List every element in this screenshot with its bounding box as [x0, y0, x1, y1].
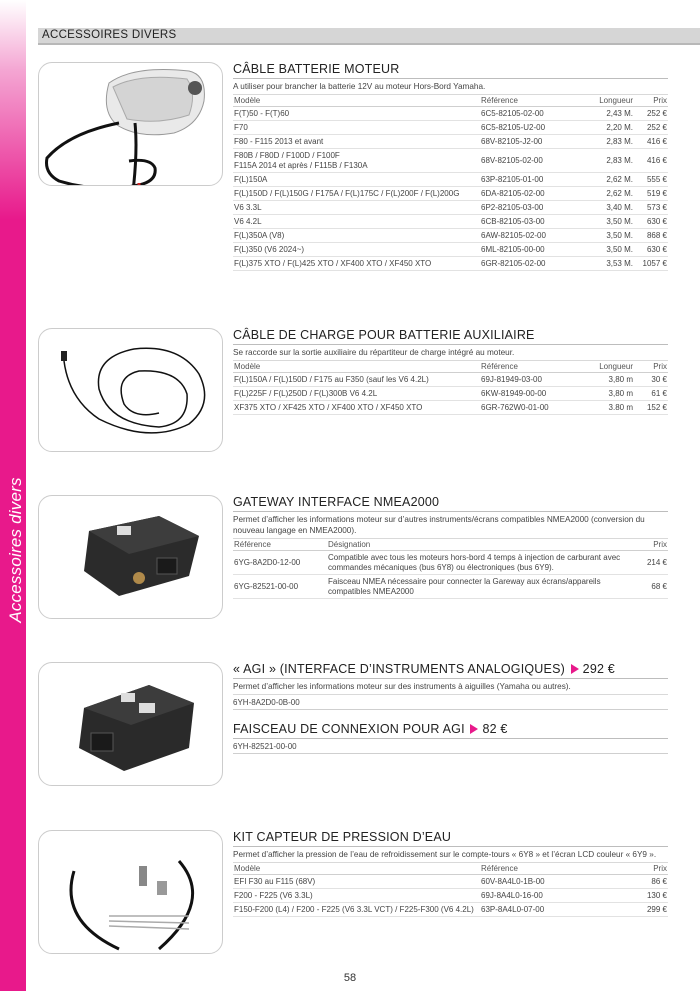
battery-cable-section [233, 62, 668, 271]
table-row [233, 135, 668, 149]
cell-price: 61 € [634, 387, 668, 401]
cell-ref: 6GR-762W0-01-00 [480, 401, 582, 415]
cell-price: 416 € [634, 135, 668, 149]
cell-model: F(T)50 - F(T)60 [233, 107, 480, 121]
cell-model: F(L)150A [233, 173, 480, 187]
cell-model: F(L)150D / F(L)150G / F175A / F(L)175C / F(L)200F / F(L)200G [233, 187, 480, 201]
cell-price: 86 € [602, 875, 668, 889]
agi-title: « AGI » (INTERFACE D’INSTRUMENTS ANALOGIQUES) [233, 662, 565, 676]
page-number: 58 [343, 972, 357, 984]
table-row [233, 575, 668, 599]
col-price: Prix [602, 863, 668, 875]
cell-ref: 6P2-82105-03-00 [480, 201, 582, 215]
pressure-sensor-table [233, 863, 668, 917]
agi-price: 292 € [582, 662, 615, 676]
cell-model: F200 - F225 (V6 3.3L) [233, 889, 480, 903]
agi-harness-title-line [233, 722, 668, 739]
gateway-section [233, 495, 668, 599]
col-length: Longueur [582, 95, 634, 107]
sidebar-label: Accessoires divers [6, 477, 25, 623]
agi-harness-title: FAISCEAU DE CONNEXION POUR AGI [233, 722, 465, 736]
col-ref: Référence [480, 361, 582, 373]
price-arrow-icon [470, 724, 478, 734]
section-header-bar [38, 28, 700, 45]
cell-length: 3,50 M. [582, 243, 634, 257]
table-row [233, 875, 668, 889]
cell-price: 573 € [634, 201, 668, 215]
cell-price: 30 € [634, 373, 668, 387]
table-row [233, 187, 668, 201]
agi-section [233, 662, 668, 710]
cell-ref: 6AW-82105-02-00 [480, 229, 582, 243]
cell-ref: 6DA-82105-02-00 [480, 187, 582, 201]
table-row [233, 257, 668, 271]
cell-ref: 60V-8A4L0-1B-00 [480, 875, 602, 889]
cell-ref: 6YG-82521-00-00 [233, 575, 327, 599]
col-length: Longueur [582, 361, 634, 373]
cell-price: 630 € [634, 215, 668, 229]
section-header-title: ACCESSOIRES DIVERS [42, 29, 177, 41]
cell-price: 868 € [634, 229, 668, 243]
col-ref: Référence [480, 863, 602, 875]
pressure-sensor-title: KIT CAPTEUR DE PRESSION D’EAU [233, 830, 668, 847]
cell-ref: 69J-8A4L0-16-00 [480, 889, 602, 903]
auxiliary-cable-description: Se raccorde sur la sortie auxiliaire du répartiteur de charge intégré au moteur. [233, 345, 668, 361]
cell-ref: 6CB-82105-03-00 [480, 215, 582, 229]
col-designation: Désignation [327, 539, 626, 551]
cell-length: 3,53 M. [582, 257, 634, 271]
cell-model: F70 [233, 121, 480, 135]
cell-model-line1: F80B / F80D / F100D / F100F [234, 150, 340, 160]
gateway-image [38, 495, 223, 619]
cell-price: 252 € [634, 107, 668, 121]
table-row [233, 173, 668, 187]
col-ref: Référence [233, 539, 327, 551]
cell-ref: 6YG-8A2D0-12-00 [233, 551, 327, 575]
table-row [233, 229, 668, 243]
cell-ref: 68V-82105-J2-00 [480, 135, 582, 149]
cell-model: F150-F200 (L4) / F200 - F225 (V6 3.3L VCT) / F225-F300 (V6 4.2L) [233, 903, 480, 917]
cell-model: F80 - F115 2013 et avant [233, 135, 480, 149]
cell-price: 555 € [634, 173, 668, 187]
cell-model: F(L)375 XTO / F(L)425 XTO / XF400 XTO / XF450 XTO [233, 257, 480, 271]
agi-interface-image [38, 662, 223, 786]
cell-length: 2,83 M. [582, 135, 634, 149]
agi-reference: 6YH-8A2D0-0B-00 [233, 695, 668, 710]
cell-model: F(L)350A (V8) [233, 229, 480, 243]
cell-price: 214 € [626, 551, 668, 575]
table-row [233, 201, 668, 215]
cell-designation: Faisceau NMEA nécessaire pour connecter la Gareway aux écrans/appareils compatibles NMEA2000 [327, 575, 626, 599]
table-row [233, 551, 668, 575]
cell-model: F(L)150A / F(L)150D / F175 au F350 (sauf les V6 4.2L) [233, 373, 480, 387]
table-row [233, 107, 668, 121]
cell-length: 3,50 M. [582, 215, 634, 229]
cell-length: 2,62 M. [582, 187, 634, 201]
cell-model: F(L)350 (V6 2024~) [233, 243, 480, 257]
cell-ref: 63P-8A4L0-07-00 [480, 903, 602, 917]
table-row [233, 889, 668, 903]
agi-description: Permet d’afficher les informations moteur sur des instruments à aiguilles (Yamaha ou autres). [233, 679, 668, 695]
cell-length: 3,40 M. [582, 201, 634, 215]
auxiliary-charge-cable-section [233, 328, 668, 415]
battery-cable-description: A utiliser pour brancher la batterie 12V au moteur Hors-Bord Yamaha. [233, 79, 668, 95]
cell-ref: 6C5-82105-02-00 [480, 107, 582, 121]
cell-length: 2,83 M. [582, 149, 634, 173]
battery-cable-table [233, 95, 668, 271]
pressure-sensor-kit-image [38, 830, 223, 954]
cell-price: 152 € [634, 401, 668, 415]
cell-model: F(L)225F / F(L)250D / F(L)300B V6 4.2L [233, 387, 480, 401]
col-model: Modèle [233, 361, 480, 373]
cell-ref: 6ML-82105-00-00 [480, 243, 582, 257]
pressure-sensor-description: Permet d’afficher la pression de l’eau de refroidissement sur le compte-tours « 6Y8 » et l’écran LCD couleur « 6Y9 ». [233, 847, 668, 863]
cell-length: 2,62 M. [582, 173, 634, 187]
table-row [233, 121, 668, 135]
agi-harness-section [233, 722, 668, 754]
table-row [233, 401, 668, 415]
gateway-description: Permet d’afficher les informations moteur sur d’autres instruments/écrans compatibles NMEA2000 (conversion du nouveau langage en NMEA2000). [233, 512, 668, 539]
cell-ref: 63P-82105-01-00 [480, 173, 582, 187]
battery-cable-image [38, 62, 223, 186]
table-row [233, 387, 668, 401]
auxiliary-cable-title: CÂBLE DE CHARGE POUR BATTERIE AUXILIAIRE [233, 328, 668, 345]
agi-title-line [233, 662, 668, 679]
cell-designation: Compatible avec tous les moteurs hors-bord 4 temps à injection de carburant avec commandes mécaniques (bus 6Y8) ou électroniques (bus 6Y9). [327, 551, 626, 575]
col-ref: Référence [480, 95, 582, 107]
auxiliary-cable-image [38, 328, 223, 452]
pressure-sensor-section [233, 830, 668, 917]
cell-price: 1057 € [634, 257, 668, 271]
cell-model: V6 4.2L [233, 215, 480, 229]
cell-ref: 6KW-81949-00-00 [480, 387, 582, 401]
table-row [233, 215, 668, 229]
cell-price: 299 € [602, 903, 668, 917]
cell-length: 3.80 m [582, 401, 634, 415]
cell-model: EFI F30 au F115 (68V) [233, 875, 480, 889]
agi-harness-price: 82 € [482, 722, 508, 736]
cell-ref: 6C5-82105-U2-00 [480, 121, 582, 135]
cell-model-line2: F115A 2014 et après / F115B / F130A [234, 160, 368, 170]
cell-length: 3,50 M. [582, 229, 634, 243]
col-model: Modèle [233, 863, 480, 875]
agi-harness-reference: 6YH-82521-00-00 [233, 739, 668, 754]
battery-cable-title: CÂBLE BATTERIE MOTEUR [233, 62, 668, 79]
col-price: Prix [626, 539, 668, 551]
cell-model: V6 3.3L [233, 201, 480, 215]
auxiliary-cable-table [233, 361, 668, 415]
cell-model: XF375 XTO / XF425 XTO / XF400 XTO / XF450 XTO [233, 401, 480, 415]
col-price: Prix [634, 361, 668, 373]
cell-price: 130 € [602, 889, 668, 903]
cell-price: 630 € [634, 243, 668, 257]
cell-length: 2,43 M. [582, 107, 634, 121]
table-row [233, 149, 668, 173]
col-price: Prix [634, 95, 668, 107]
sidebar-band [0, 0, 26, 991]
cell-ref: 68V-82105-02-00 [480, 149, 582, 173]
table-row [233, 243, 668, 257]
cell-ref: 69J-81949-03-00 [480, 373, 582, 387]
table-row [233, 373, 668, 387]
cell-length: 3,80 m [582, 373, 634, 387]
cell-length: 2,20 M. [582, 121, 634, 135]
cell-price: 416 € [634, 149, 668, 173]
cell-price: 68 € [626, 575, 668, 599]
cell-length: 3,80 m [582, 387, 634, 401]
cell-price: 252 € [634, 121, 668, 135]
table-row [233, 903, 668, 917]
gateway-table [233, 539, 668, 599]
gateway-title: GATEWAY INTERFACE NMEA2000 [233, 495, 668, 512]
cell-price: 519 € [634, 187, 668, 201]
cell-model [233, 149, 480, 173]
cell-ref: 6GR-82105-02-00 [480, 257, 582, 271]
price-arrow-icon [571, 664, 579, 674]
col-model: Modèle [233, 95, 480, 107]
